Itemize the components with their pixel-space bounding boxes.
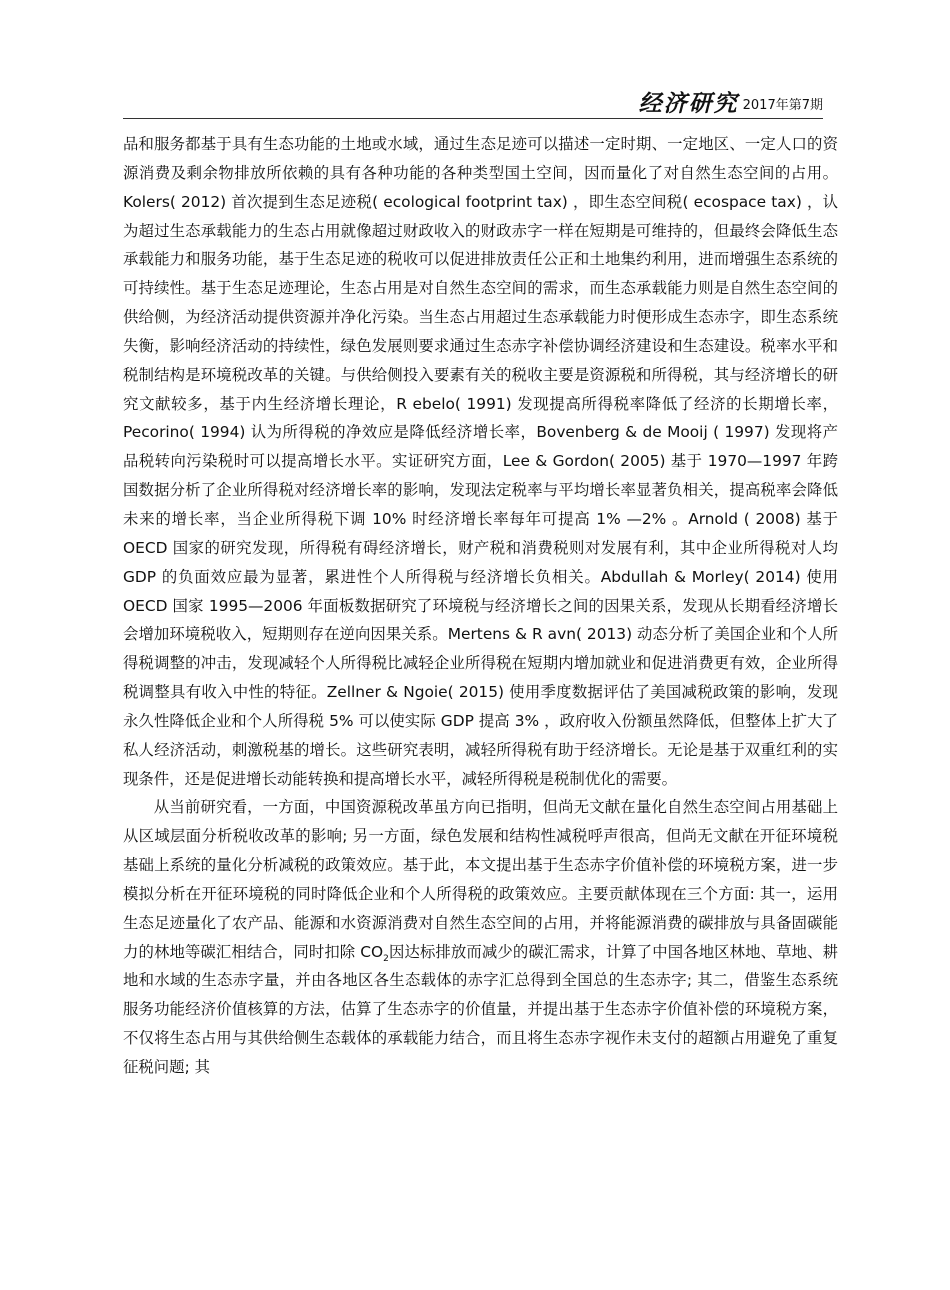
contributions-text-part1: 从当前研究看，一方面，中国资源税改革虽方向已指明，但尚无文献在量化自然生态空间占用基础上从区域层面分析税收改革的影响; 另一方面，绿色发展和结构性减税呼声很高，但尚无文献在开征环境税基础上系统的量化分析减税的政策效应。基于此，本文提出基于生态赤字价值补偿的环境税方案，进一步模拟分析在开征环境税的同时降低企业和个人所得税的政策效应。主要贡献体现在三个方面: 其一，运用生态足迹量化了农产品、能源和水资源消费对自然生态空间的占用，并将能源消费的碳排放与具备固碳能力的林地等碳汇相结合，同时扣除 CO (123, 798, 838, 961)
running-header (123, 88, 823, 118)
body-text (123, 130, 838, 1082)
header-rule (123, 118, 823, 119)
co2-subscript: 2 (383, 953, 389, 964)
paragraph-contributions (123, 793, 838, 1081)
issue-label: 2017年第7期 (742, 98, 823, 113)
paragraph-literature-review: 品和服务都基于具有生态功能的土地或水域，通过生态足迹可以描述一定时期、一定地区、一定人口的资源消费及剩余物排放所依赖的具有各种功能的各种类型国土空间，因而量化了对自然生态空间的占用。Kolers( 2012) 首次提到生态足迹税( ecological footprint tax) ，即生态空间税( ecospace tax) ，认为超过生态承载能力的生态占用就像超过财政收入的财政赤字一样在短期是可维持的，但最终会降低生态承载能力和服务功能，基于生态足迹的税收可以促进排放责任公正和土地集约利用，进而增强生态系统的可持续性。基于生态足迹理论，生态占用是对自然生态空间的需求，而生态承载能力则是自然生态空间的供给侧，为经济活动提供资源并净化污染。当生态占用超过生态承载能力时便形成生态赤字，即生态系统失衡，影响经济活动的持续性，绿色发展则要求通过生态赤字补偿协调经济建设和生态建设。税率水平和税制结构是环境税改革的关键。与供给侧投入要素有关的税收主要是资源税和所得税，其与经济增长的研究文献较多，基于内生经济增长理论，R ebelo( 1991) 发现提高所得税率降低了经济的长期增长率，Pecorino( 1994) 认为所得税的净效应是降低经济增长率，Bovenberg & de Mooij ( 1997) 发现将产品税转向污染税时可以提高增长水平。实证研究方面，Lee & Gordon( 2005) 基于 1970—1997 年跨国数据分析了企业所得税对经济增长率的影响，发现法定税率与平均增长率显著负相关，提高税率会降低未来的增长率，当企业所得税下调 10% 时经济增长率每年可提高 1% —2% 。Arnold ( 2008) 基于 OECD 国家的研究发现，所得税有碍经济增长，财产税和消费税则对发展有利，其中企业所得税对人均 GDP 的负面效应最为显著，累进性个人所得税与经济增长负相关。Abdullah & Morley( 2014) 使用 OECD 国家 1995—2006 年面板数据研究了环境税与经济增长之间的因果关系，发现从长期看经济增长会增加环境税收入，短期则存在逆向因果关系。Mertens & R avn( 2013) 动态分析了美国企业和个人所得税调整的冲击，发现减轻个人所得税比减轻企业所得税在短期内增加就业和促进消费更有效，企业所得税调整具有收入中性的特征。Zellner & Ngoie( 2015) 使用季度数据评估了美国减税政策的影响，发现永久性降低企业和个人所得税 5% 可以使实际 GDP 提高 3% ，政府收入份额虽然降低，但整体上扩大了私人经济活动，刺激税基的增长。这些研究表明，减轻所得税有助于经济增长。无论是基于双重红利的实现条件，还是促进增长动能转换和提高增长水平，减轻所得税是税制优化的需要。 (123, 135, 838, 788)
journal-logo: 经济研究 (638, 90, 739, 117)
contributions-text-part2: 因达标排放而减少的碳汇需求，计算了中国各地区林地、草地、耕地和水域的生态赤字量，并由各地区各生态载体的赤字汇总得到全国总的生态赤字; 其二，借鉴生态系统服务功能经济价值核算的方法，估算了生态赤字的价值量，并提出基于生态赤字价值补偿的环境税方案，不仅将生态占用与其供给侧生态载体的承载能力结合，而且将生态赤字视作未支付的超额占用避免了重复征税问题; 其 (123, 942, 838, 1076)
